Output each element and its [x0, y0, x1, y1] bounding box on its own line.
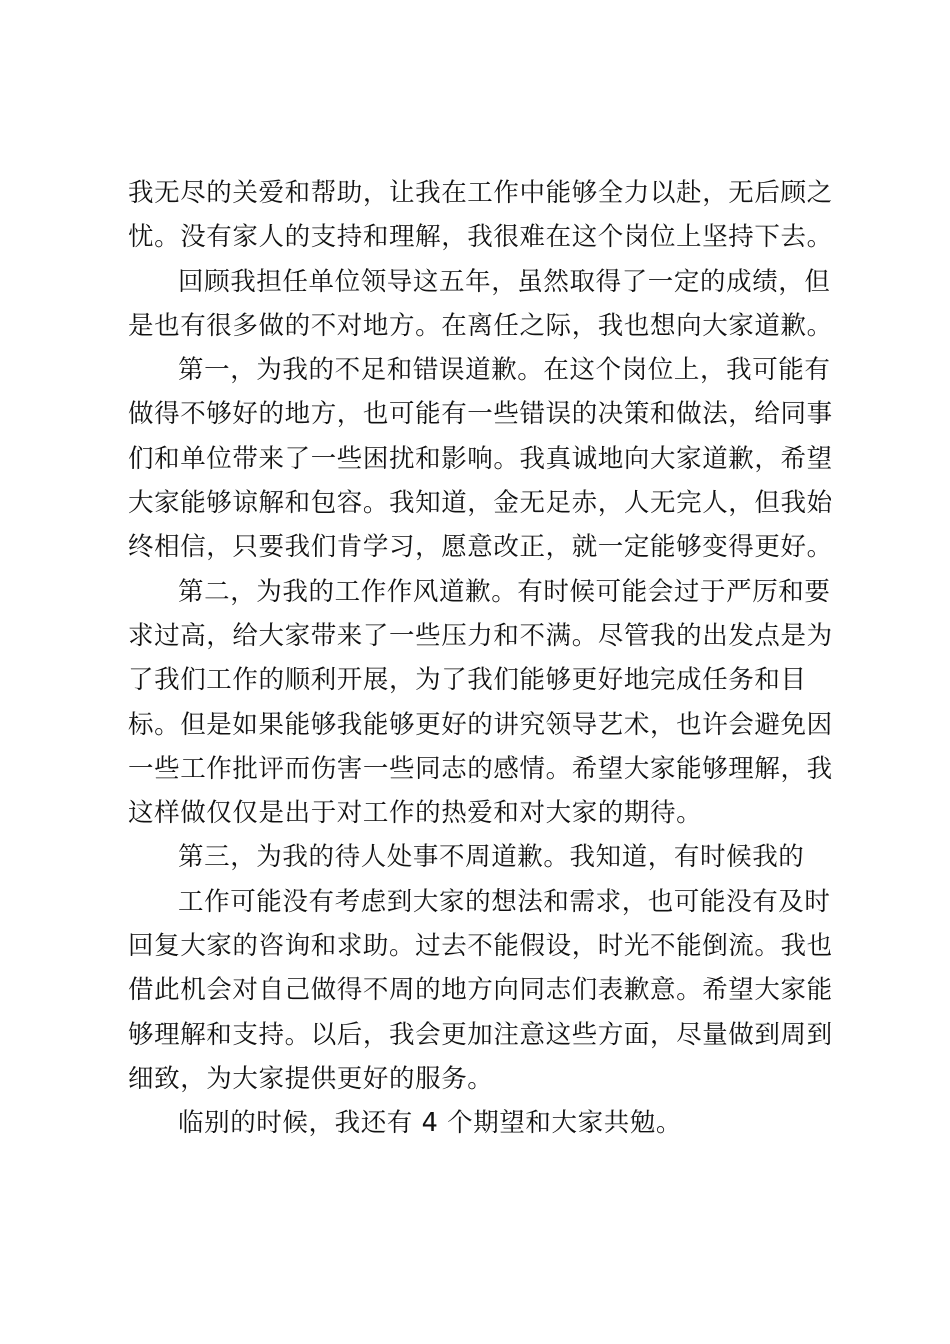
paragraph-start-line: 第二，为我的工作作风道歉。有时候可能会过于严厉和要 [178, 576, 831, 607]
text-line: 们和单位带来了一些困扰和影响。我真诚地向大家道歉，希望 [128, 443, 833, 474]
text-line: 标。但是如果能够我能够更好的讲究领导艺术，也许会避免因 [128, 709, 833, 740]
text-line: 终相信，只要我们肯学习，愿意改正，就一定能够变得更好。 [128, 532, 833, 563]
text-line: 细致，为大家提供更好的服务。 [128, 1063, 494, 1094]
body-text [128, 171, 838, 1146]
text-line: 回复大家的咨询和求助。过去不能假设，时光不能倒流。我也 [128, 931, 833, 962]
text-line: 忧。没有家人的支持和理解，我很难在这个岗位上坚持下去。 [128, 222, 833, 253]
text-line: 够理解和支持。以后，我会更加注意这些方面，尽量做到周到 [128, 1019, 833, 1050]
text-line: 是也有很多做的不对地方。在离任之际，我也想向大家道歉。 [128, 310, 833, 341]
text-line: 借此机会对自己做得不周的地方向同志们表歉意。希望大家能 [128, 975, 833, 1006]
paragraph-start-line: 第一，为我的不足和错误道歉。在这个岗位上，我可能有 [178, 355, 831, 386]
text-line: 大家能够谅解和包容。我知道，金无足赤，人无完人，但我始 [128, 488, 833, 519]
text-line: 了我们工作的顺利开展，为了我们能够更好地完成任务和目 [128, 665, 807, 696]
text-line: 做得不够好的地方，也可能有一些错误的决策和做法，给同事 [128, 399, 833, 430]
text-line: 这样做仅仅是出于对工作的热爱和对大家的期待。 [128, 798, 703, 829]
paragraph-start-line: 第三，为我的待人处事不周道歉。我知道，有时候我的 [178, 842, 805, 873]
paragraph-start-line: 工作可能没有考虑到大家的想法和需求，也可能没有及时 [178, 886, 831, 917]
text-line: 求过高，给大家带来了一些压力和不满。尽管我的出发点是为 [128, 620, 833, 651]
text-line: 我无尽的关爱和帮助，让我在工作中能够全力以赴，无后顾之 [128, 178, 833, 208]
paragraph-start-line: 回顾我担任单位领导这五年，虽然取得了一定的成绩，但 [178, 266, 831, 297]
text-line: 一些工作批评而伤害一些同志的感情。希望大家能够理解，我 [128, 753, 833, 784]
paragraph-start-line: 临别的时候，我还有 4 个期望和大家共勉。 [178, 1108, 683, 1139]
